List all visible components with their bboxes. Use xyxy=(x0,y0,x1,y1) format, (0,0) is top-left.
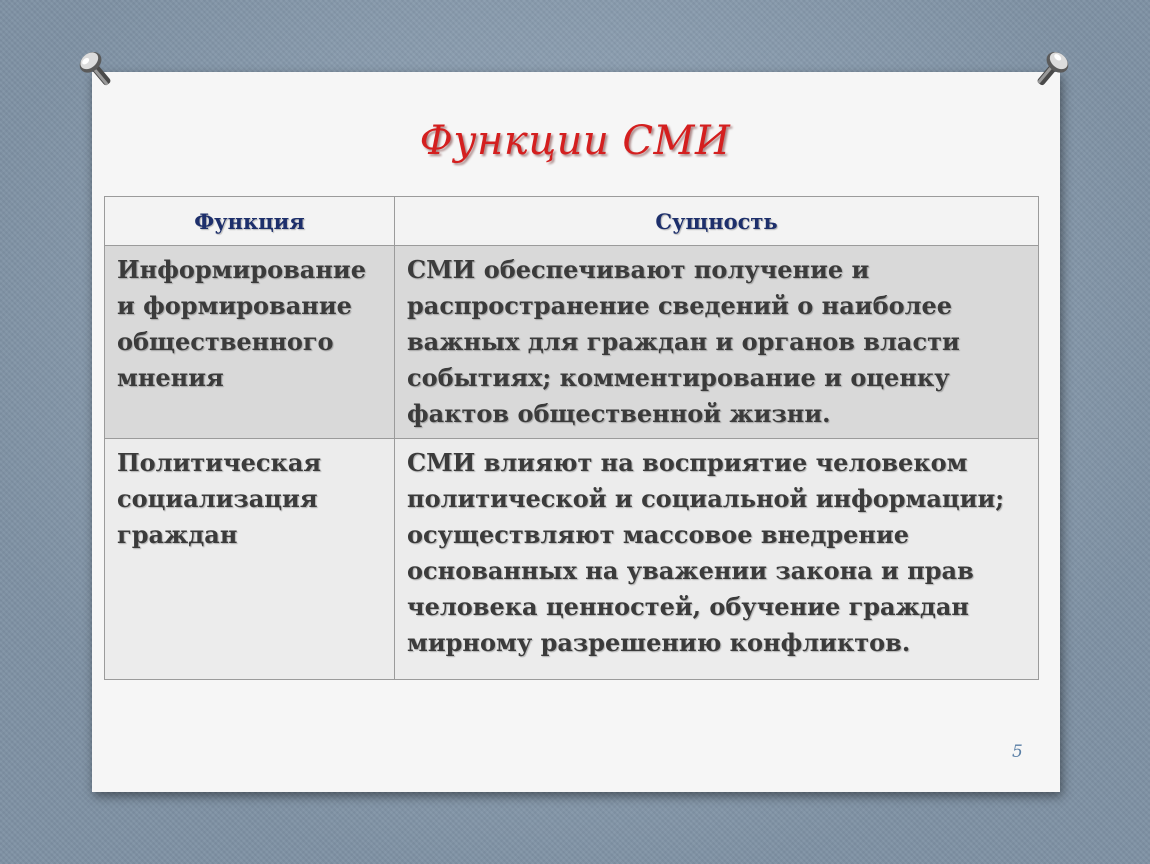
page-number: 5 xyxy=(1012,742,1023,762)
header-essence: Сущность xyxy=(395,197,1039,246)
table-row xyxy=(105,246,1039,439)
cell-essence: СМИ влияют на восприятие человеком политической и социальной информации; осуществляют массовое внедрение основанных на уважении закона и прав человека ценностей, обучение граждан мирному разрешению конфликтов. xyxy=(395,439,1039,680)
cell-function: Информирование и формирование общественного мнения xyxy=(105,246,395,439)
functions-table xyxy=(104,196,1039,680)
cell-function: Политическая социализация граждан xyxy=(105,439,395,680)
slide-title: Функции СМИ xyxy=(419,118,731,164)
table-header-row xyxy=(105,197,1039,246)
header-function: Функция xyxy=(105,197,395,246)
table-row xyxy=(105,439,1039,680)
cell-essence: СМИ обеспечивают получение и распространение сведений о наиболее важных для граждан и органов власти событиях; комментирование и оценку фактов общественной жизни. xyxy=(395,246,1039,439)
